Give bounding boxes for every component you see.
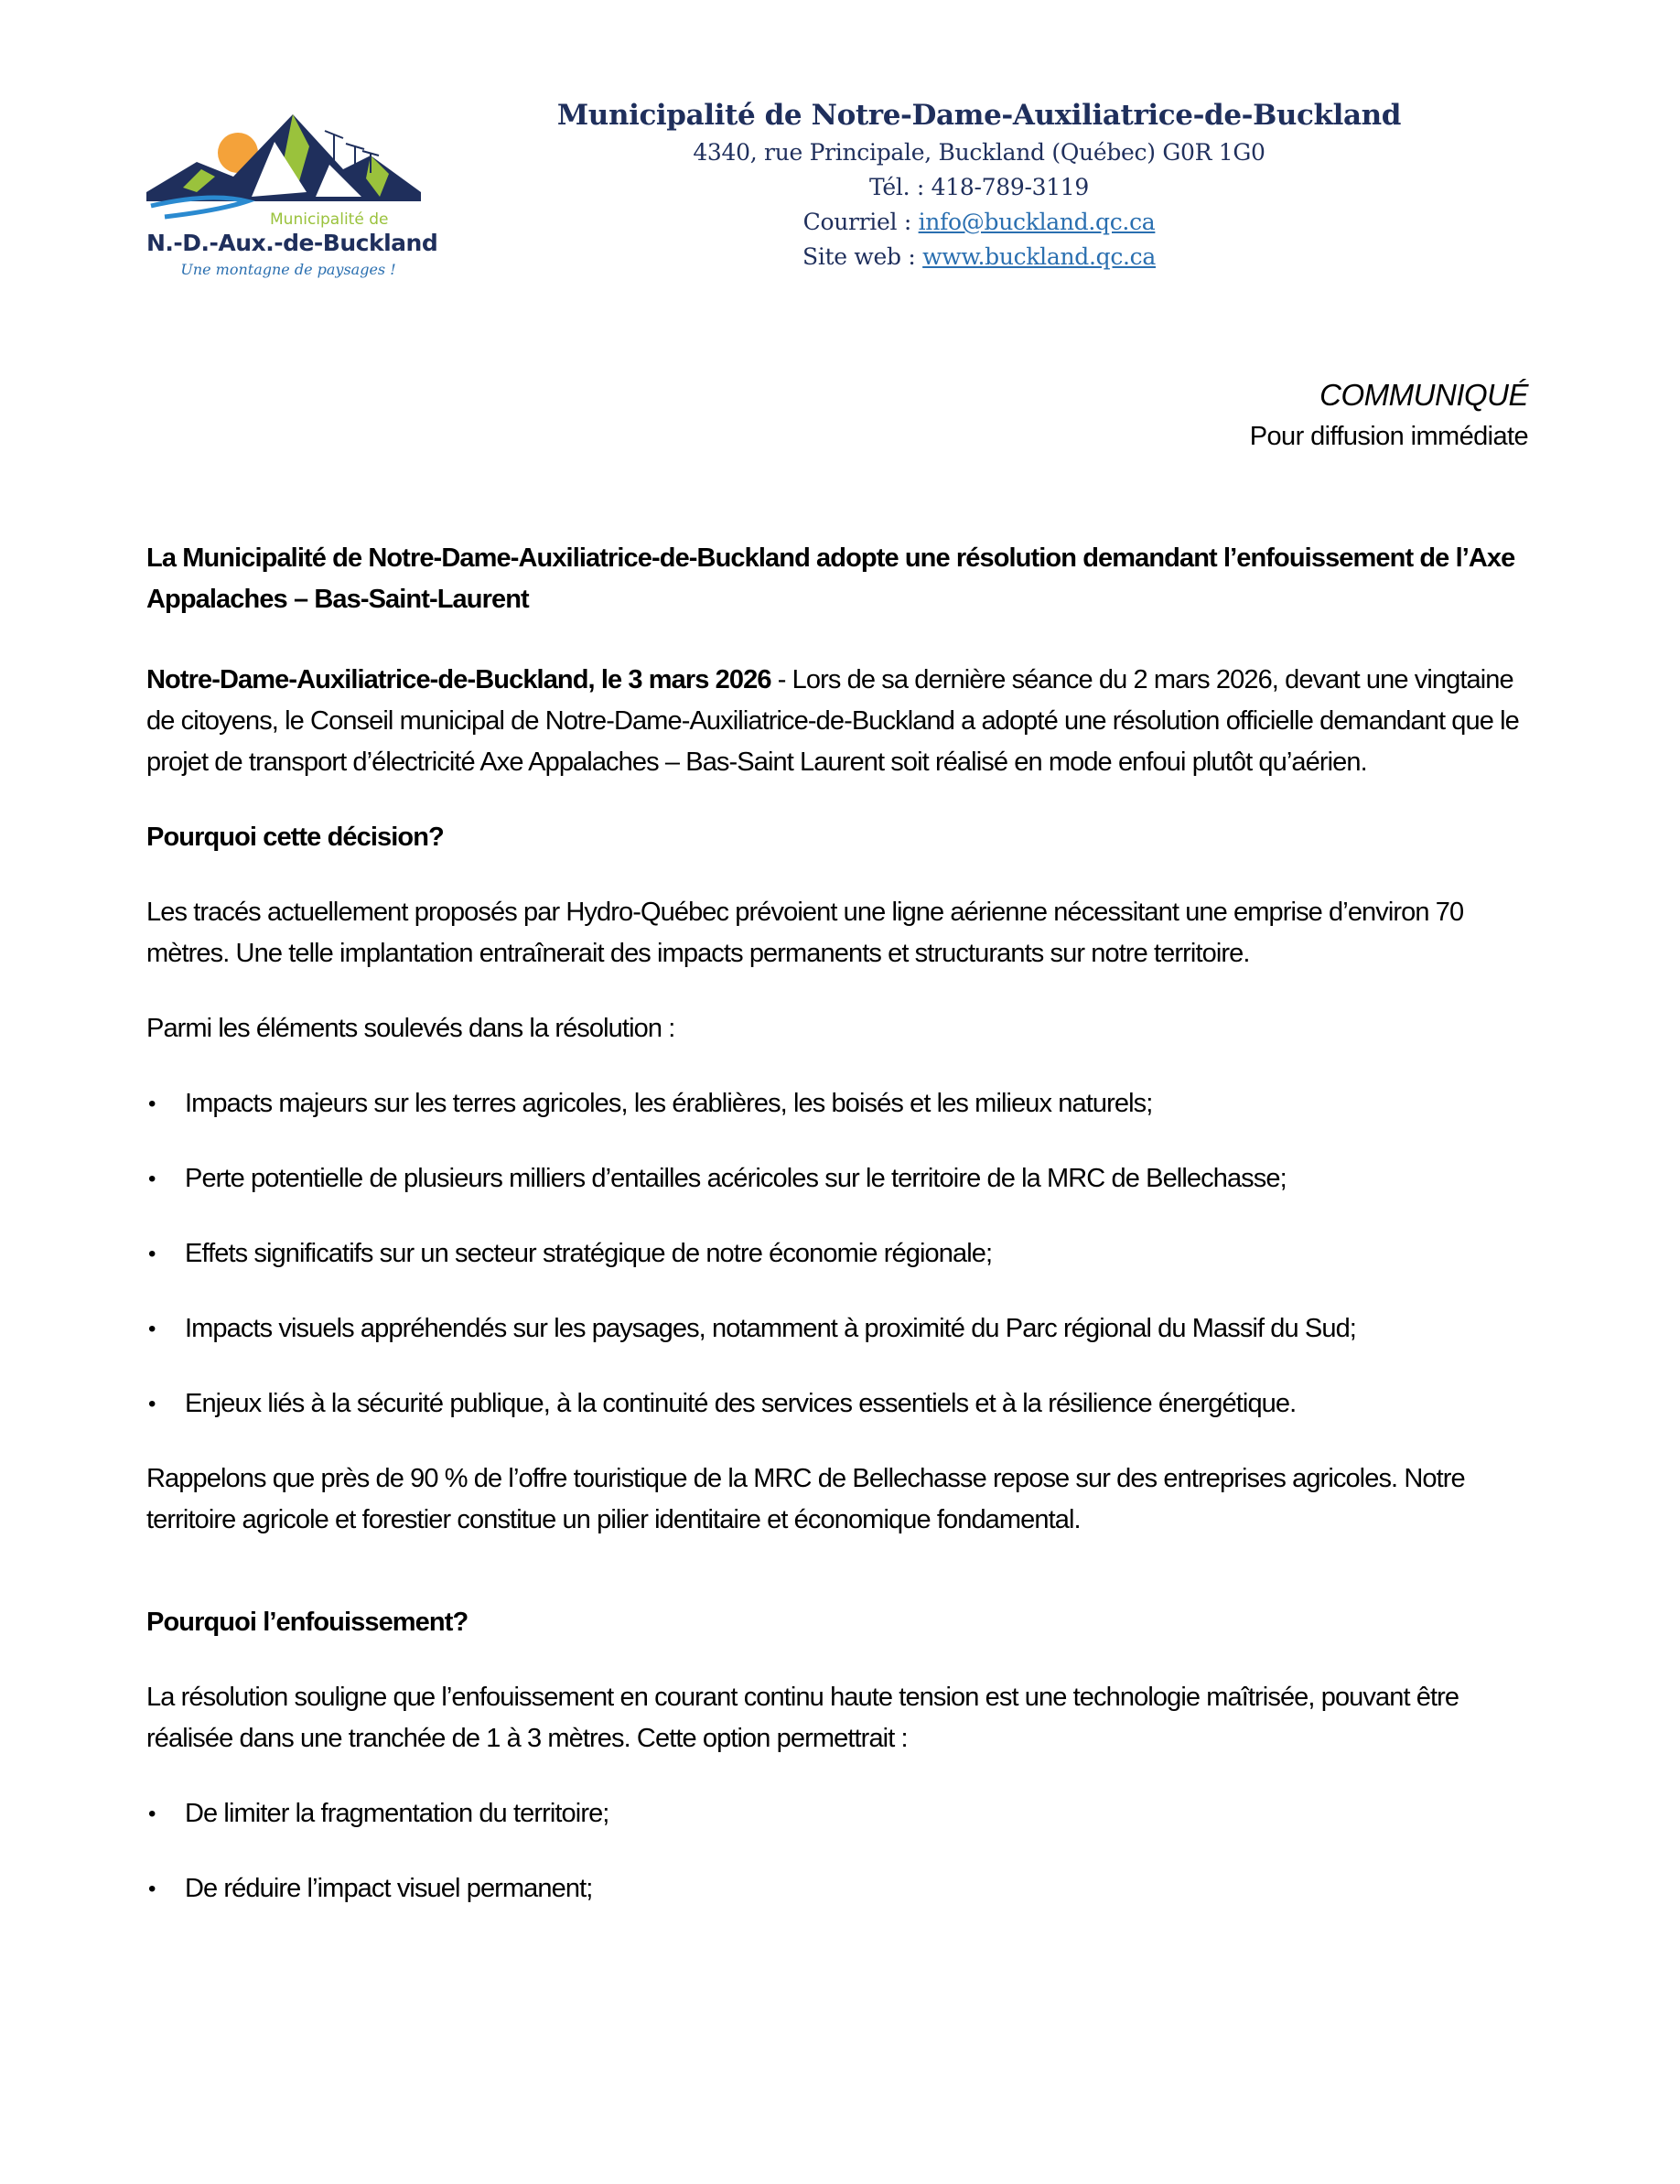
communique-subtitle: Pour diffusion immédiate bbox=[1249, 422, 1528, 451]
bullet-icon: • bbox=[148, 1167, 156, 1191]
municipality-logo bbox=[146, 105, 438, 288]
list-item: • Effets significatifs sur un secteur stratégique de notre économie régionale; bbox=[146, 1233, 1519, 1275]
dateline: Notre-Dame-Auxiliatrice-de-Buckland, le 3 mars 2026 bbox=[146, 665, 771, 694]
email-line bbox=[512, 205, 1446, 240]
bullet-icon: • bbox=[148, 1317, 156, 1341]
list-item: • Enjeux liés à la sécurité publique, à la continuité des services essentiels et à la résilience énergétique. bbox=[146, 1383, 1519, 1425]
article-body bbox=[146, 538, 1519, 1910]
logo-tagline: Une montagne de paysages ! bbox=[180, 261, 396, 278]
list-item: • De réduire l’impact visuel permanent; bbox=[146, 1868, 1519, 1910]
bullet-icon: • bbox=[148, 1242, 156, 1266]
email-link[interactable]: info@buckland.qc.ca bbox=[918, 209, 1156, 235]
website-link[interactable]: www.buckland.qc.ca bbox=[922, 243, 1156, 270]
website-line bbox=[512, 240, 1446, 274]
bullet-icon: • bbox=[148, 1802, 156, 1826]
communique-header bbox=[1250, 373, 1528, 456]
lead-paragraph bbox=[146, 660, 1519, 783]
bullet-icon: • bbox=[148, 1877, 156, 1901]
letterhead bbox=[512, 95, 1446, 274]
section2-paragraph: La résolution souligne que l’enfouissement en courant continu haute tension est une technologie maîtrisée, pouvant être réalisée dans une tranchée de 1 à 3 mètres. Cette option permettrait : bbox=[146, 1683, 1459, 1753]
email-label: Courriel : bbox=[802, 209, 919, 235]
municipality-title: Municipalité de Notre-Dame-Auxiliatrice-de-Buckland bbox=[556, 99, 1402, 132]
communique-title: COMMUNIQUÉ bbox=[1319, 378, 1528, 412]
section-heading-decision: Pourquoi cette décision? bbox=[146, 823, 444, 852]
website-label: Site web : bbox=[802, 243, 923, 270]
section1-intro: Parmi les éléments soulevés dans la résolution : bbox=[146, 1014, 675, 1043]
section1-paragraph: Les tracés actuellement proposés par Hydro-Québec prévoient une ligne aérienne nécessitant une emprise d’environ 70 mètres. Une telle implantation entraînerait des impacts permanents et structurants sur notre territoire. bbox=[146, 898, 1464, 968]
phone: Tél. : 418-789-3119 bbox=[868, 174, 1090, 200]
list-item: • Impacts visuels appréhendés sur les paysages, notamment à proximité du Parc régional du Massif du Sud; bbox=[146, 1308, 1519, 1350]
section1-closing: Rappelons que près de 90 % de l’offre touristique de la MRC de Bellechasse repose sur des entreprises agricoles. Notre territoire agricole et forestier constitue un pilier identitaire et économique fondamental. bbox=[146, 1464, 1465, 1534]
address: 4340, rue Principale, Buckland (Québec) G0R 1G0 bbox=[693, 139, 1265, 166]
lead-text: - Lors de sa dernière séance du 2 mars 2026, devant une vingtaine de citoyens, le Conseil municipal de Notre-Dame-Auxiliatrice-de-Buckland a adopté une résolution officielle demandant que le projet de transport d’électricité Axe Appalaches – Bas-Saint Laurent soit réalisé en mode enfoui plutôt qu’aérien. bbox=[146, 665, 1519, 777]
list-item: • Impacts majeurs sur les terres agricoles, les érablières, les boisés et les milieux naturels; bbox=[146, 1083, 1519, 1124]
list-item: • De limiter la fragmentation du territoire; bbox=[146, 1793, 1519, 1834]
benefits-list bbox=[146, 1793, 1519, 1910]
mountain-logo-icon bbox=[146, 105, 430, 224]
logo-subtitle: Municipalité de bbox=[270, 210, 389, 229]
bullet-icon: • bbox=[148, 1092, 156, 1116]
article-headline: La Municipalité de Notre-Dame-Auxiliatrice-de-Buckland adopte une résolution demandant l’enfouissement de l’Axe Appalaches – Bas-Saint-Laurent bbox=[146, 543, 1515, 614]
list-item: • Perte potentielle de plusieurs milliers d’entailles acéricoles sur le territoire de la MRC de Bellechasse; bbox=[146, 1158, 1519, 1200]
impacts-list bbox=[146, 1083, 1519, 1425]
bullet-icon: • bbox=[148, 1392, 156, 1416]
logo-name: N.-D.-Aux.-de-Buckland bbox=[146, 230, 438, 256]
section-heading-enfouissement: Pourquoi l’enfouissement? bbox=[146, 1608, 468, 1637]
